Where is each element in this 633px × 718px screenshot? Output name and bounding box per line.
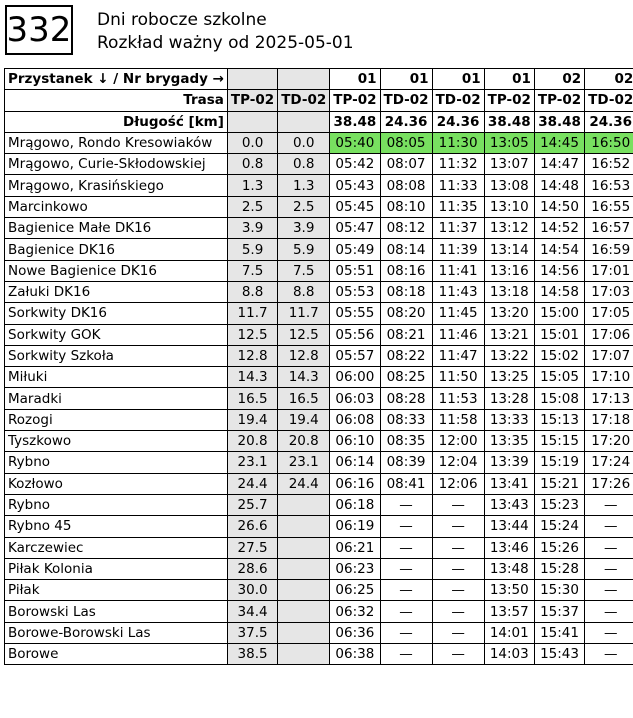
stop-distance-td <box>278 601 330 622</box>
brigade-number: 02 <box>585 69 633 90</box>
departure-time: 14:48 <box>534 175 584 196</box>
departure-time: 08:28 <box>380 388 432 409</box>
departure-time: 13:39 <box>484 452 534 473</box>
departure-time: — <box>432 537 484 558</box>
departure-time: 17:01 <box>585 260 633 281</box>
stop-distance-td: 5.9 <box>278 239 330 260</box>
departure-time: 06:03 <box>330 388 380 409</box>
departure-time: 13:46 <box>484 537 534 558</box>
departure-time: — <box>585 494 633 515</box>
brigade-number: 01 <box>330 69 380 90</box>
trip-route-variant: TD-02 <box>432 90 484 111</box>
stop-distance-td: 19.4 <box>278 409 330 430</box>
stop-name: Mrągowo, Rondo Kresowiaków <box>5 132 228 153</box>
departure-time: 15:13 <box>534 409 584 430</box>
table-row <box>5 644 633 665</box>
trip-length: 24.36 <box>380 111 432 132</box>
stop-distance-tp: 5.9 <box>227 239 277 260</box>
trip-route-variant: TD-02 <box>585 90 633 111</box>
departure-time: 11:41 <box>432 260 484 281</box>
timetable-body <box>5 132 633 664</box>
departure-time: 08:20 <box>380 303 432 324</box>
departure-time: 13:20 <box>484 303 534 324</box>
departure-time: 15:05 <box>534 367 584 388</box>
dist-header-blank <box>227 111 277 132</box>
stop-distance-tp: 3.9 <box>227 218 277 239</box>
departure-time: 06:36 <box>330 622 380 643</box>
departure-time: 15:30 <box>534 580 584 601</box>
table-row <box>5 473 633 494</box>
stop-distance-td: 3.9 <box>278 218 330 239</box>
departure-time: — <box>432 580 484 601</box>
departure-time: 05:42 <box>330 154 380 175</box>
departure-time: 14:50 <box>534 196 584 217</box>
departure-time: 14:56 <box>534 260 584 281</box>
brigade-number: 01 <box>432 69 484 90</box>
trip-length: 24.36 <box>432 111 484 132</box>
departure-time: — <box>585 580 633 601</box>
stop-distance-tp: 1.3 <box>227 175 277 196</box>
stop-name: Rybno <box>5 452 228 473</box>
departure-time: — <box>585 601 633 622</box>
departure-time: 08:05 <box>380 132 432 153</box>
stop-distance-td: 7.5 <box>278 260 330 281</box>
stop-distance-td: 1.3 <box>278 175 330 196</box>
departure-time: — <box>432 494 484 515</box>
table-row <box>5 516 633 537</box>
stop-distance-td: 12.8 <box>278 345 330 366</box>
departure-time: — <box>585 558 633 579</box>
stop-name: Mrągowo, Curie-Skłodowskiej <box>5 154 228 175</box>
stop-distance-td: 12.5 <box>278 324 330 345</box>
departure-time: 15:41 <box>534 622 584 643</box>
timetable-header <box>97 9 354 55</box>
departure-time: 13:57 <box>484 601 534 622</box>
departure-time: 13:50 <box>484 580 534 601</box>
departure-time: 08:25 <box>380 367 432 388</box>
departure-time: 17:18 <box>585 409 633 430</box>
stop-distance-tp: 23.1 <box>227 452 277 473</box>
brigade-row <box>5 69 633 90</box>
table-row <box>5 345 633 366</box>
departure-time: 11:30 <box>432 132 484 153</box>
departure-time: — <box>380 537 432 558</box>
departure-time: 08:14 <box>380 239 432 260</box>
departure-time: 15:02 <box>534 345 584 366</box>
stop-distance-tp: 20.8 <box>227 431 277 452</box>
length-row <box>5 111 633 132</box>
trip-route-variant: TP-02 <box>484 90 534 111</box>
departure-time: 06:00 <box>330 367 380 388</box>
table-row <box>5 260 633 281</box>
departure-time: 15:15 <box>534 431 584 452</box>
departure-time: — <box>380 601 432 622</box>
length-label: Długość [km] <box>5 111 228 132</box>
stop-distance-tp: 25.7 <box>227 494 277 515</box>
departure-time: — <box>432 558 484 579</box>
table-row <box>5 303 633 324</box>
trip-route-variant: TP-02 <box>534 90 584 111</box>
departure-time: 11:33 <box>432 175 484 196</box>
departure-time: 06:18 <box>330 494 380 515</box>
table-row <box>5 601 633 622</box>
stop-name: Karczewiec <box>5 537 228 558</box>
departure-time: 08:07 <box>380 154 432 175</box>
table-row <box>5 218 633 239</box>
timetable <box>4 68 633 665</box>
stop-distance-tp: 30.0 <box>227 580 277 601</box>
departure-time: 06:14 <box>330 452 380 473</box>
departure-time: 14:47 <box>534 154 584 175</box>
departure-time: 14:01 <box>484 622 534 643</box>
departure-time: 13:12 <box>484 218 534 239</box>
brigade-label: Przystanek ↓ / Nr brygady → <box>5 69 228 90</box>
departure-time: 12:06 <box>432 473 484 494</box>
departure-time: 11:50 <box>432 367 484 388</box>
departure-time: 05:43 <box>330 175 380 196</box>
departure-time: 13:10 <box>484 196 534 217</box>
stop-name: Piłak <box>5 580 228 601</box>
departure-time: 05:49 <box>330 239 380 260</box>
departure-time: 12:00 <box>432 431 484 452</box>
departure-time: 06:25 <box>330 580 380 601</box>
stop-name: Rozogi <box>5 409 228 430</box>
stop-distance-tp: 7.5 <box>227 260 277 281</box>
departure-time: 15:00 <box>534 303 584 324</box>
stop-distance-td <box>278 516 330 537</box>
departure-time: 11:47 <box>432 345 484 366</box>
departure-time: 06:23 <box>330 558 380 579</box>
table-row <box>5 281 633 302</box>
stop-distance-tp: 26.6 <box>227 516 277 537</box>
departure-time: 13:18 <box>484 281 534 302</box>
departure-time: 05:40 <box>330 132 380 153</box>
departure-time: — <box>585 644 633 665</box>
departure-time: 11:45 <box>432 303 484 324</box>
departure-time: 16:52 <box>585 154 633 175</box>
departure-time: 17:07 <box>585 345 633 366</box>
stop-distance-td: 23.1 <box>278 452 330 473</box>
stop-name: Sorkwity DK16 <box>5 303 228 324</box>
dist-route-variant: TD-02 <box>278 90 330 111</box>
trip-length: 24.36 <box>585 111 633 132</box>
table-row <box>5 367 633 388</box>
dist-header-blank <box>278 111 330 132</box>
departure-time: 15:08 <box>534 388 584 409</box>
dist-header-blank <box>227 69 277 90</box>
departure-time: 14:52 <box>534 218 584 239</box>
departure-time: 13:33 <box>484 409 534 430</box>
stop-name: Mrągowo, Krasińskiego <box>5 175 228 196</box>
departure-time: 14:58 <box>534 281 584 302</box>
departure-time: — <box>432 644 484 665</box>
stop-name: Bagienice Małe DK16 <box>5 218 228 239</box>
stop-distance-td: 0.8 <box>278 154 330 175</box>
table-row <box>5 239 633 260</box>
departure-time: — <box>380 580 432 601</box>
brigade-number: 01 <box>484 69 534 90</box>
departure-time: 17:13 <box>585 388 633 409</box>
stop-distance-tp: 19.4 <box>227 409 277 430</box>
stop-name: Maradki <box>5 388 228 409</box>
stop-distance-td: 2.5 <box>278 196 330 217</box>
departure-time: 06:21 <box>330 537 380 558</box>
departure-time: 16:59 <box>585 239 633 260</box>
brigade-number: 01 <box>380 69 432 90</box>
departure-time: 17:05 <box>585 303 633 324</box>
departure-time: 06:16 <box>330 473 380 494</box>
departure-time: — <box>432 622 484 643</box>
table-row <box>5 132 633 153</box>
departure-time: 13:25 <box>484 367 534 388</box>
departure-time: 11:39 <box>432 239 484 260</box>
departure-time: 11:46 <box>432 324 484 345</box>
departure-time: 14:45 <box>534 132 584 153</box>
table-row <box>5 196 633 217</box>
departure-time: 05:55 <box>330 303 380 324</box>
stop-distance-tp: 12.8 <box>227 345 277 366</box>
stop-distance-tp: 12.5 <box>227 324 277 345</box>
departure-time: 08:21 <box>380 324 432 345</box>
table-row <box>5 494 633 515</box>
stop-distance-td: 16.5 <box>278 388 330 409</box>
departure-time: — <box>380 622 432 643</box>
stop-distance-tp: 28.6 <box>227 558 277 579</box>
departure-time: 15:43 <box>534 644 584 665</box>
brigade-number: 02 <box>534 69 584 90</box>
stop-name: Tyszkowo <box>5 431 228 452</box>
departure-time: 15:37 <box>534 601 584 622</box>
stop-name: Sorkwity Szkoła <box>5 345 228 366</box>
departure-time: 13:08 <box>484 175 534 196</box>
table-row <box>5 431 633 452</box>
departure-time: 14:54 <box>534 239 584 260</box>
stop-distance-tp: 0.8 <box>227 154 277 175</box>
departure-time: 13:21 <box>484 324 534 345</box>
table-row <box>5 622 633 643</box>
departure-time: — <box>585 622 633 643</box>
departure-time: 08:18 <box>380 281 432 302</box>
trip-route-variant: TP-02 <box>330 90 380 111</box>
stop-distance-td <box>278 622 330 643</box>
departure-time: 05:53 <box>330 281 380 302</box>
stop-distance-tp: 16.5 <box>227 388 277 409</box>
departure-time: 13:28 <box>484 388 534 409</box>
stop-distance-tp: 34.4 <box>227 601 277 622</box>
stop-distance-td: 14.3 <box>278 367 330 388</box>
departure-time: 16:53 <box>585 175 633 196</box>
departure-time: 17:06 <box>585 324 633 345</box>
departure-time: 17:10 <box>585 367 633 388</box>
table-row <box>5 324 633 345</box>
trip-length: 38.48 <box>330 111 380 132</box>
departure-time: 06:10 <box>330 431 380 452</box>
departure-time: 13:48 <box>484 558 534 579</box>
departure-time: — <box>380 558 432 579</box>
departure-time: 08:35 <box>380 431 432 452</box>
departure-time: 05:47 <box>330 218 380 239</box>
stop-name: Załuki DK16 <box>5 281 228 302</box>
departure-time: 15:28 <box>534 558 584 579</box>
dist-route-variant: TP-02 <box>227 90 277 111</box>
departure-time: 13:35 <box>484 431 534 452</box>
departure-time: 11:37 <box>432 218 484 239</box>
departure-time: 08:16 <box>380 260 432 281</box>
departure-time: — <box>585 516 633 537</box>
departure-time: 17:03 <box>585 281 633 302</box>
departure-time: 17:26 <box>585 473 633 494</box>
stop-distance-td <box>278 558 330 579</box>
departure-time: 08:12 <box>380 218 432 239</box>
table-row <box>5 154 633 175</box>
departure-time: 06:08 <box>330 409 380 430</box>
stop-name: Borowe <box>5 644 228 665</box>
departure-time: 05:51 <box>330 260 380 281</box>
stop-name: Miłuki <box>5 367 228 388</box>
table-row <box>5 537 633 558</box>
departure-time: 13:44 <box>484 516 534 537</box>
departure-time: 11:32 <box>432 154 484 175</box>
departure-time: 16:57 <box>585 218 633 239</box>
stop-distance-td <box>278 537 330 558</box>
table-row <box>5 388 633 409</box>
departure-time: 13:43 <box>484 494 534 515</box>
stop-distance-td <box>278 644 330 665</box>
departure-time: 05:45 <box>330 196 380 217</box>
departure-time: 13:07 <box>484 154 534 175</box>
stop-distance-tp: 37.5 <box>227 622 277 643</box>
stop-name: Nowe Bagienice DK16 <box>5 260 228 281</box>
departure-time: — <box>432 601 484 622</box>
stop-distance-td: 11.7 <box>278 303 330 324</box>
stop-distance-td <box>278 580 330 601</box>
table-row <box>5 558 633 579</box>
departure-time: 13:14 <box>484 239 534 260</box>
stop-distance-tp: 27.5 <box>227 537 277 558</box>
departure-time: 17:20 <box>585 431 633 452</box>
departure-time: 11:53 <box>432 388 484 409</box>
departure-time: 08:10 <box>380 196 432 217</box>
table-row <box>5 175 633 196</box>
departure-time: 06:32 <box>330 601 380 622</box>
route-number: 332 <box>5 5 73 55</box>
departure-time: 11:43 <box>432 281 484 302</box>
day-type: Dni robocze szkolne <box>97 10 267 30</box>
departure-time: 08:08 <box>380 175 432 196</box>
valid-from: Rozkład ważny od 2025-05-01 <box>97 33 354 53</box>
departure-time: 13:16 <box>484 260 534 281</box>
departure-time: 06:19 <box>330 516 380 537</box>
departure-time: 12:04 <box>432 452 484 473</box>
departure-time: 13:41 <box>484 473 534 494</box>
departure-time: 16:50 <box>585 132 633 153</box>
stop-distance-tp: 11.7 <box>227 303 277 324</box>
departure-time: 05:57 <box>330 345 380 366</box>
departure-time: 15:26 <box>534 537 584 558</box>
route-variant-row <box>5 90 633 111</box>
departure-time: 15:19 <box>534 452 584 473</box>
departure-time: 15:24 <box>534 516 584 537</box>
stop-distance-td: 8.8 <box>278 281 330 302</box>
trip-length: 38.48 <box>534 111 584 132</box>
departure-time: 11:58 <box>432 409 484 430</box>
departure-time: 14:03 <box>484 644 534 665</box>
stop-name: Bagienice DK16 <box>5 239 228 260</box>
stop-name: Rybno <box>5 494 228 515</box>
stop-name: Borowski Las <box>5 601 228 622</box>
departure-time: 15:23 <box>534 494 584 515</box>
stop-name: Borowe-Borowski Las <box>5 622 228 643</box>
departure-time: — <box>585 537 633 558</box>
departure-time: 06:38 <box>330 644 380 665</box>
stop-distance-tp: 14.3 <box>227 367 277 388</box>
trip-length: 38.48 <box>484 111 534 132</box>
stop-name: Rybno 45 <box>5 516 228 537</box>
departure-time: — <box>380 516 432 537</box>
trip-route-variant: TD-02 <box>380 90 432 111</box>
stop-distance-td: 0.0 <box>278 132 330 153</box>
stop-name: Marcinkowo <box>5 196 228 217</box>
stop-name: Piłak Kolonia <box>5 558 228 579</box>
departure-time: 08:22 <box>380 345 432 366</box>
stop-name: Sorkwity GOK <box>5 324 228 345</box>
departure-time: 16:55 <box>585 196 633 217</box>
departure-time: — <box>380 494 432 515</box>
departure-time: 17:24 <box>585 452 633 473</box>
departure-time: — <box>432 516 484 537</box>
departure-time: 08:33 <box>380 409 432 430</box>
departure-time: 13:05 <box>484 132 534 153</box>
departure-time: 08:39 <box>380 452 432 473</box>
stop-distance-td: 24.4 <box>278 473 330 494</box>
departure-time: 05:56 <box>330 324 380 345</box>
stop-distance-tp: 0.0 <box>227 132 277 153</box>
table-row <box>5 580 633 601</box>
stop-distance-td <box>278 494 330 515</box>
stop-distance-tp: 24.4 <box>227 473 277 494</box>
departure-time: 13:22 <box>484 345 534 366</box>
stop-distance-tp: 8.8 <box>227 281 277 302</box>
table-row <box>5 409 633 430</box>
departure-time: — <box>380 644 432 665</box>
route-label: Trasa <box>5 90 228 111</box>
table-row <box>5 452 633 473</box>
stop-distance-td: 20.8 <box>278 431 330 452</box>
stop-distance-tp: 38.5 <box>227 644 277 665</box>
departure-time: 08:41 <box>380 473 432 494</box>
dist-header-blank <box>278 69 330 90</box>
stop-name: Kozłowo <box>5 473 228 494</box>
departure-time: 15:21 <box>534 473 584 494</box>
stop-distance-tp: 2.5 <box>227 196 277 217</box>
departure-time: 15:01 <box>534 324 584 345</box>
departure-time: 11:35 <box>432 196 484 217</box>
